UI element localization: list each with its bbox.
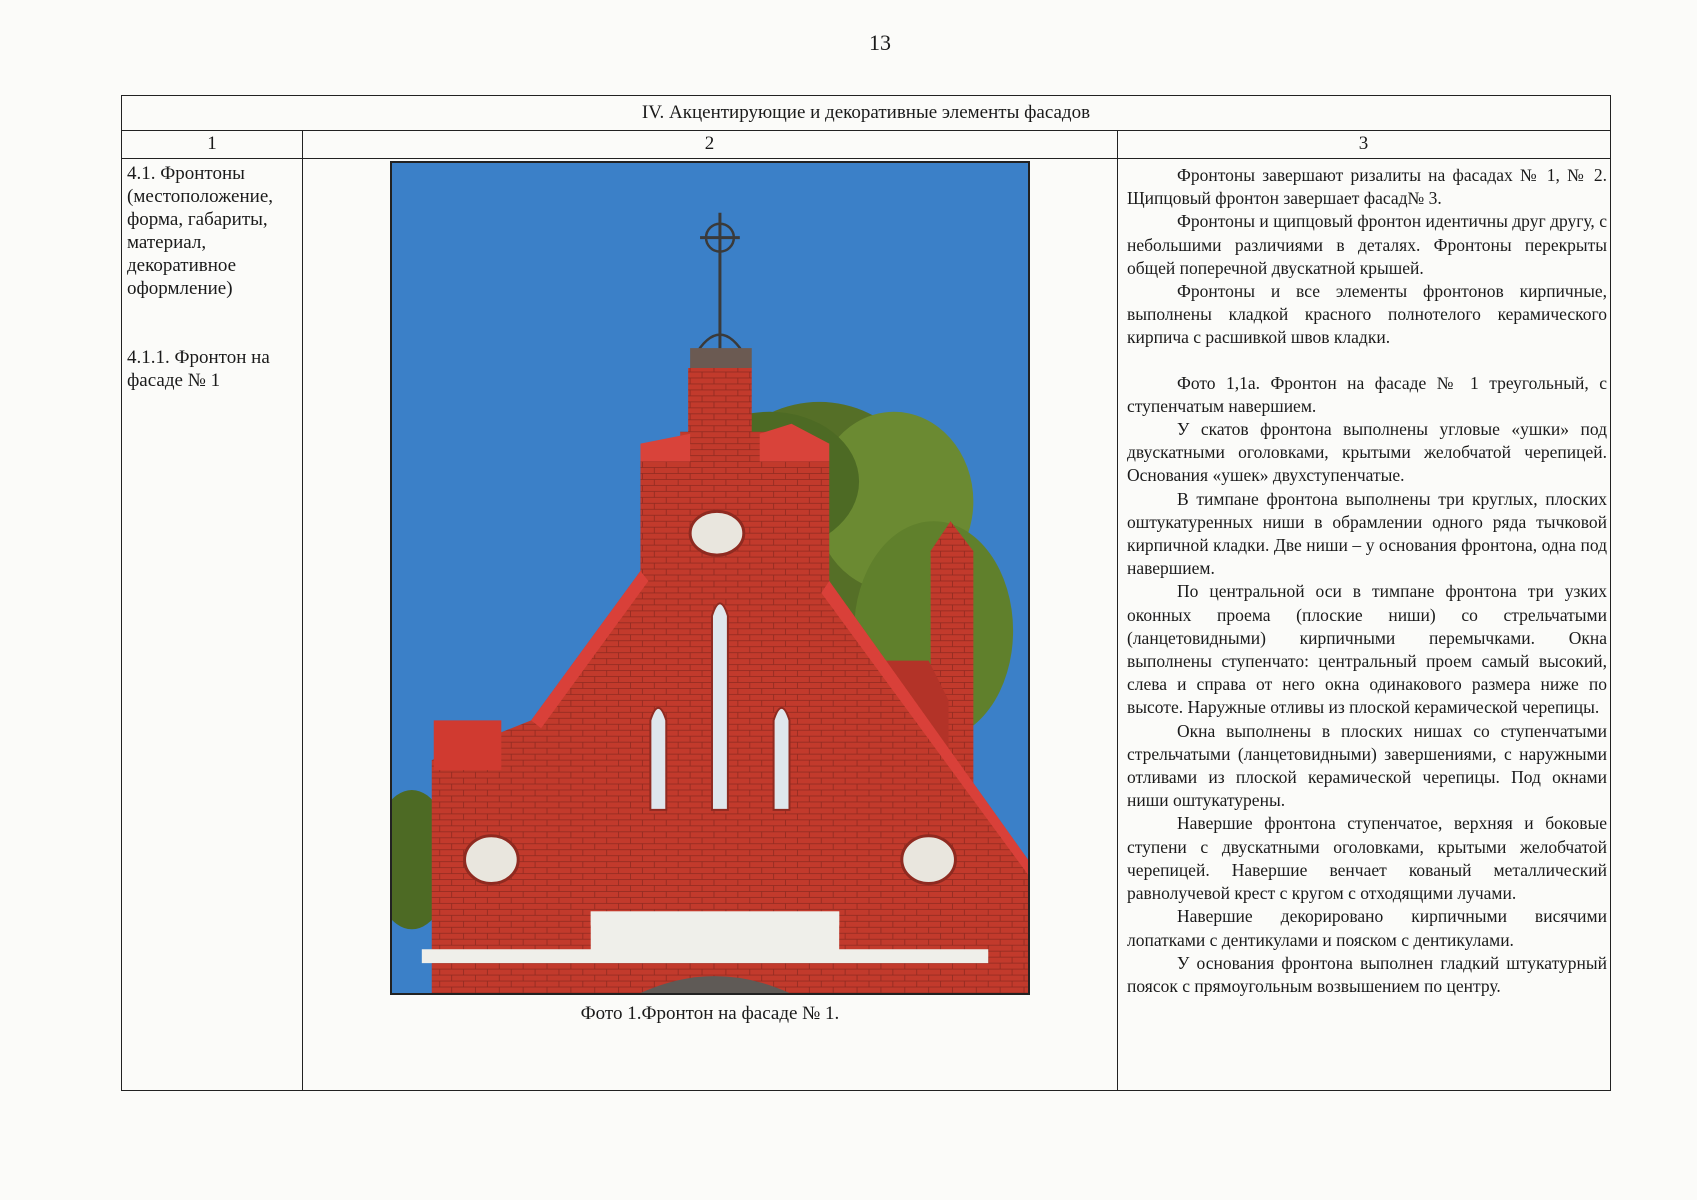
column-number-2: 2 <box>704 133 715 154</box>
photo-caption: Фото 1.Фронтон на фасаде № 1. <box>580 1003 840 1024</box>
description-paragraph: Фронтоны завершают ризалиты на фасадах № 1, № 2. Щипцовый фронтон завершает фасад№ 3. <box>1127 165 1607 209</box>
description-paragraph: Навершие фронтона ступенчатое, верхняя и боковые ступени с двускатными оголовками, крытыми желобчатой черепицей. Навершие венчает кованый металлический равнолучевой крест с кругом с отходящими лучами. <box>1127 813 1607 904</box>
column-divider-1 <box>302 130 303 1090</box>
description-paragraph: Навершие декорировано кирпичными висячими лопатками с дентикулами и пояском с дентикулами. <box>1127 906 1607 950</box>
description-paragraph: В тимпане фронтона выполнены три круглых, плоских оштукатуренных ниши в обрамлении одного ряда тычковой кирпичной кладки. Две ниши – у основания фронтона, одна под навершием. <box>1127 488 1607 579</box>
subitem-title: 4.1.1. Фронтон на фасаде № 1 <box>127 347 270 391</box>
description-paragraph: По центральной оси в тимпане фронтона три узких оконных проема (плоские ниши) со стрельчатыми (ланцетовидными) кирпичными перемычками. Окна выполнены ступенчато: центральный проем самый высокий, слева и справа от него окна одинакового размера ниже по высоте. Наружные отливы из плоской керамической черепицы. <box>1127 581 1607 718</box>
column-number-1: 1 <box>207 133 217 154</box>
element-description-cell <box>127 158 297 392</box>
item-title: 4.1. Фронтоны (местоположение, форма, габариты, материал, декоративное оформление) <box>127 163 273 299</box>
description-paragraph: У основания фронтона выполнен гладкий штукатурный поясок с прямоугольным возвышением по центру. <box>1127 952 1607 996</box>
description-paragraph: Фронтоны и щипцовый фронтон идентичны друг другу, с небольшими различиями в деталях. Фронтоны перекрыты общей поперечной двускатной крышей. <box>1127 211 1607 278</box>
description-text <box>1127 164 1607 998</box>
document-table <box>121 95 1611 1091</box>
description-paragraph: Фото 1,1а. Фронтон на фасаде № 1 треугольный, с ступенчатым навершием. <box>1127 372 1607 416</box>
column-divider-2 <box>1117 130 1118 1090</box>
column-number-divider <box>122 158 1610 159</box>
description-paragraph: Фронтоны и все элементы фронтонов кирпичные, выполнены кладкой красного полнотелого керамического кирпича с расшивкой швов кладки. <box>1127 281 1607 348</box>
page-number: 13 <box>869 30 891 55</box>
gable-photo <box>390 161 1030 995</box>
column-number-3: 3 <box>1358 133 1369 154</box>
description-paragraph: Окна выполнены в плоских нишах со ступенчатыми стрельчатыми (ланцетовидными) завершениями, с наружными отливами из плоской керамической черепицы. Под окнами ниши оштукатурены. <box>1127 720 1607 811</box>
section-heading: IV. Акцентирующие и декоративные элементы фасадов <box>641 102 1091 123</box>
gable-photo-illustration <box>392 163 1028 993</box>
description-paragraph: У скатов фронтона выполнены угловые «ушки» под двускатными оголовками, крытыми желобчатой черепицей. Основания «ушек» двухступенчатые. <box>1127 419 1607 486</box>
